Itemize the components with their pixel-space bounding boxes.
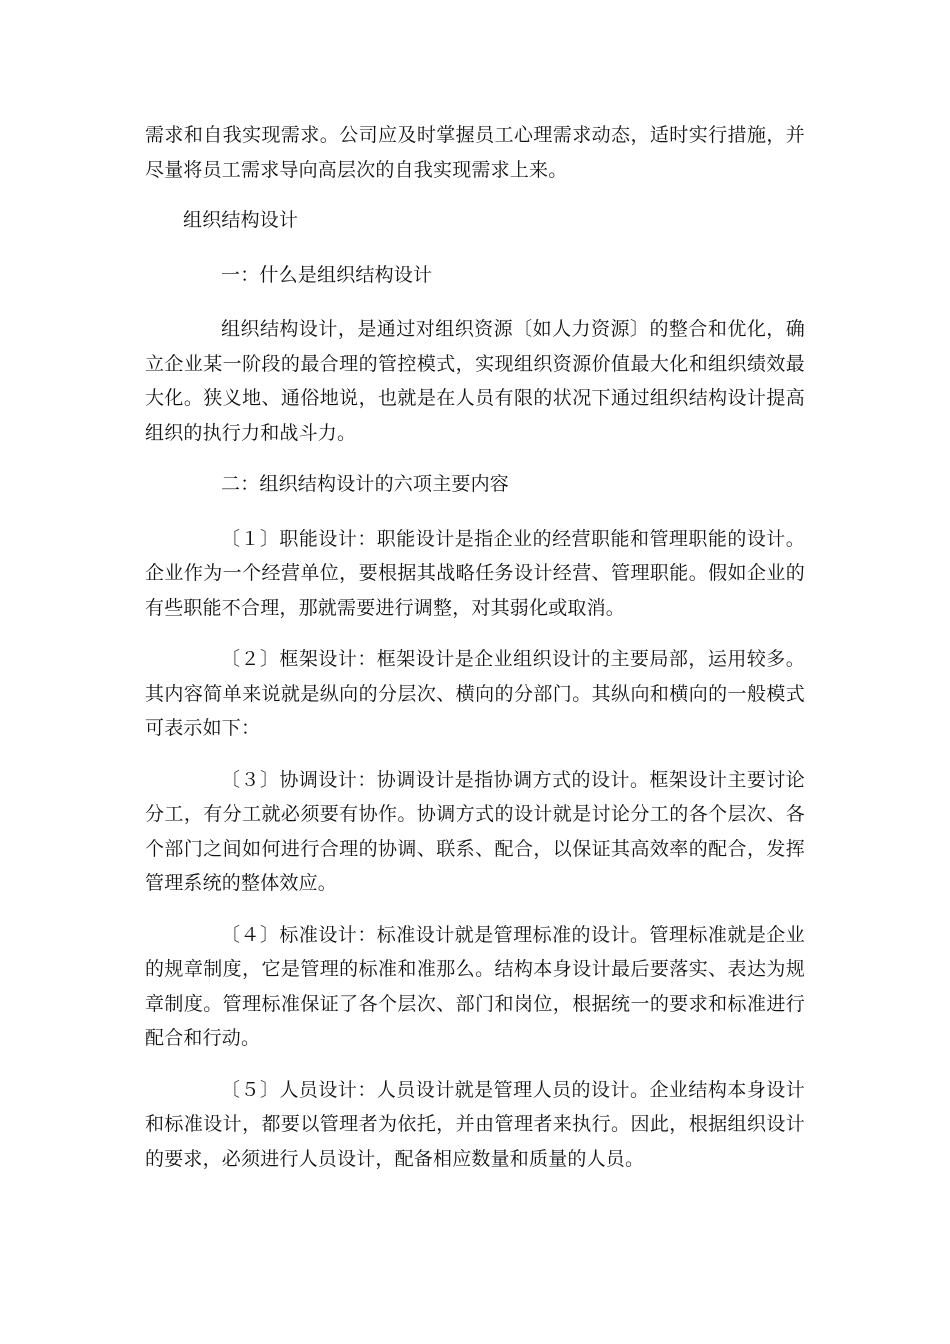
subheading-what-is: 一：什么是组织结构设计 bbox=[221, 263, 433, 286]
item-paragraph-2: 〔２〕框架设计：框架设计是企业组织设计的主要局部，运用较多。其内容简单来说就是纵向的分层次、横向的分部门。其纵向和横向的一般模式可表示如下： bbox=[145, 648, 805, 739]
document-page bbox=[145, 118, 805, 1193]
continuation-paragraph: 需求和自我实现需求。公司应及时掌握员工心理需求动态，适时实行措施，并尽量将员工需求导向高层次的自我实现需求上来。 bbox=[145, 124, 805, 181]
section-heading: 组织结构设计 bbox=[183, 209, 299, 231]
item-paragraph-1: 〔１〕职能设计：职能设计是指企业的经营职能和管理职能的设计。企业作为一个经营单位，要根据其战略任务设计经营、管理职能。假如企业的有些职能不合理，那就需要进行调整，对其弱化或取消。 bbox=[145, 527, 805, 619]
item-paragraph-3: 〔３〕协调设计：协调设计是指协调方式的设计。框架设计主要讨论分工，有分工就必须要有协作。协调方式的设计就是讨论分工的各个层次、各个部门之间如何进行合理的协调、联系、配合，以保证其高效率的配合，发挥管理系统的整体效应。 bbox=[145, 768, 805, 894]
item-paragraph-4: 〔４〕标准设计：标准设计就是管理标准的设计。管理标准就是企业的规章制度，它是管理的标准和准那么。结构本身设计最后要落实、表达为规章制度。管理标准保证了各个层次、部门和岗位，根据统一的要求和标准进行配合和行动。 bbox=[145, 923, 805, 1049]
subheading-six-contents: 二：组织结构设计的六项主要内容 bbox=[221, 473, 510, 495]
definition-paragraph: 组织结构设计，是通过对组织资源〔如人力资源〕的整合和优化，确立企业某一阶段的最合理的管控模式，实现组织资源价值最大化和组织绩效最大化。狭义地、通俗地说，也就是在人员有限的状况下通过组织结构设计提高组织的执行力和战斗力。 bbox=[145, 318, 805, 444]
item-paragraph-5: 〔５〕人员设计：人员设计就是管理人员的设计。企业结构本身设计和标准设计，都要以管理者为依托，并由管理者来执行。因此，根据组织设计的要求，必须进行人员设计，配备相应数量和质量的人员。 bbox=[145, 1078, 805, 1170]
